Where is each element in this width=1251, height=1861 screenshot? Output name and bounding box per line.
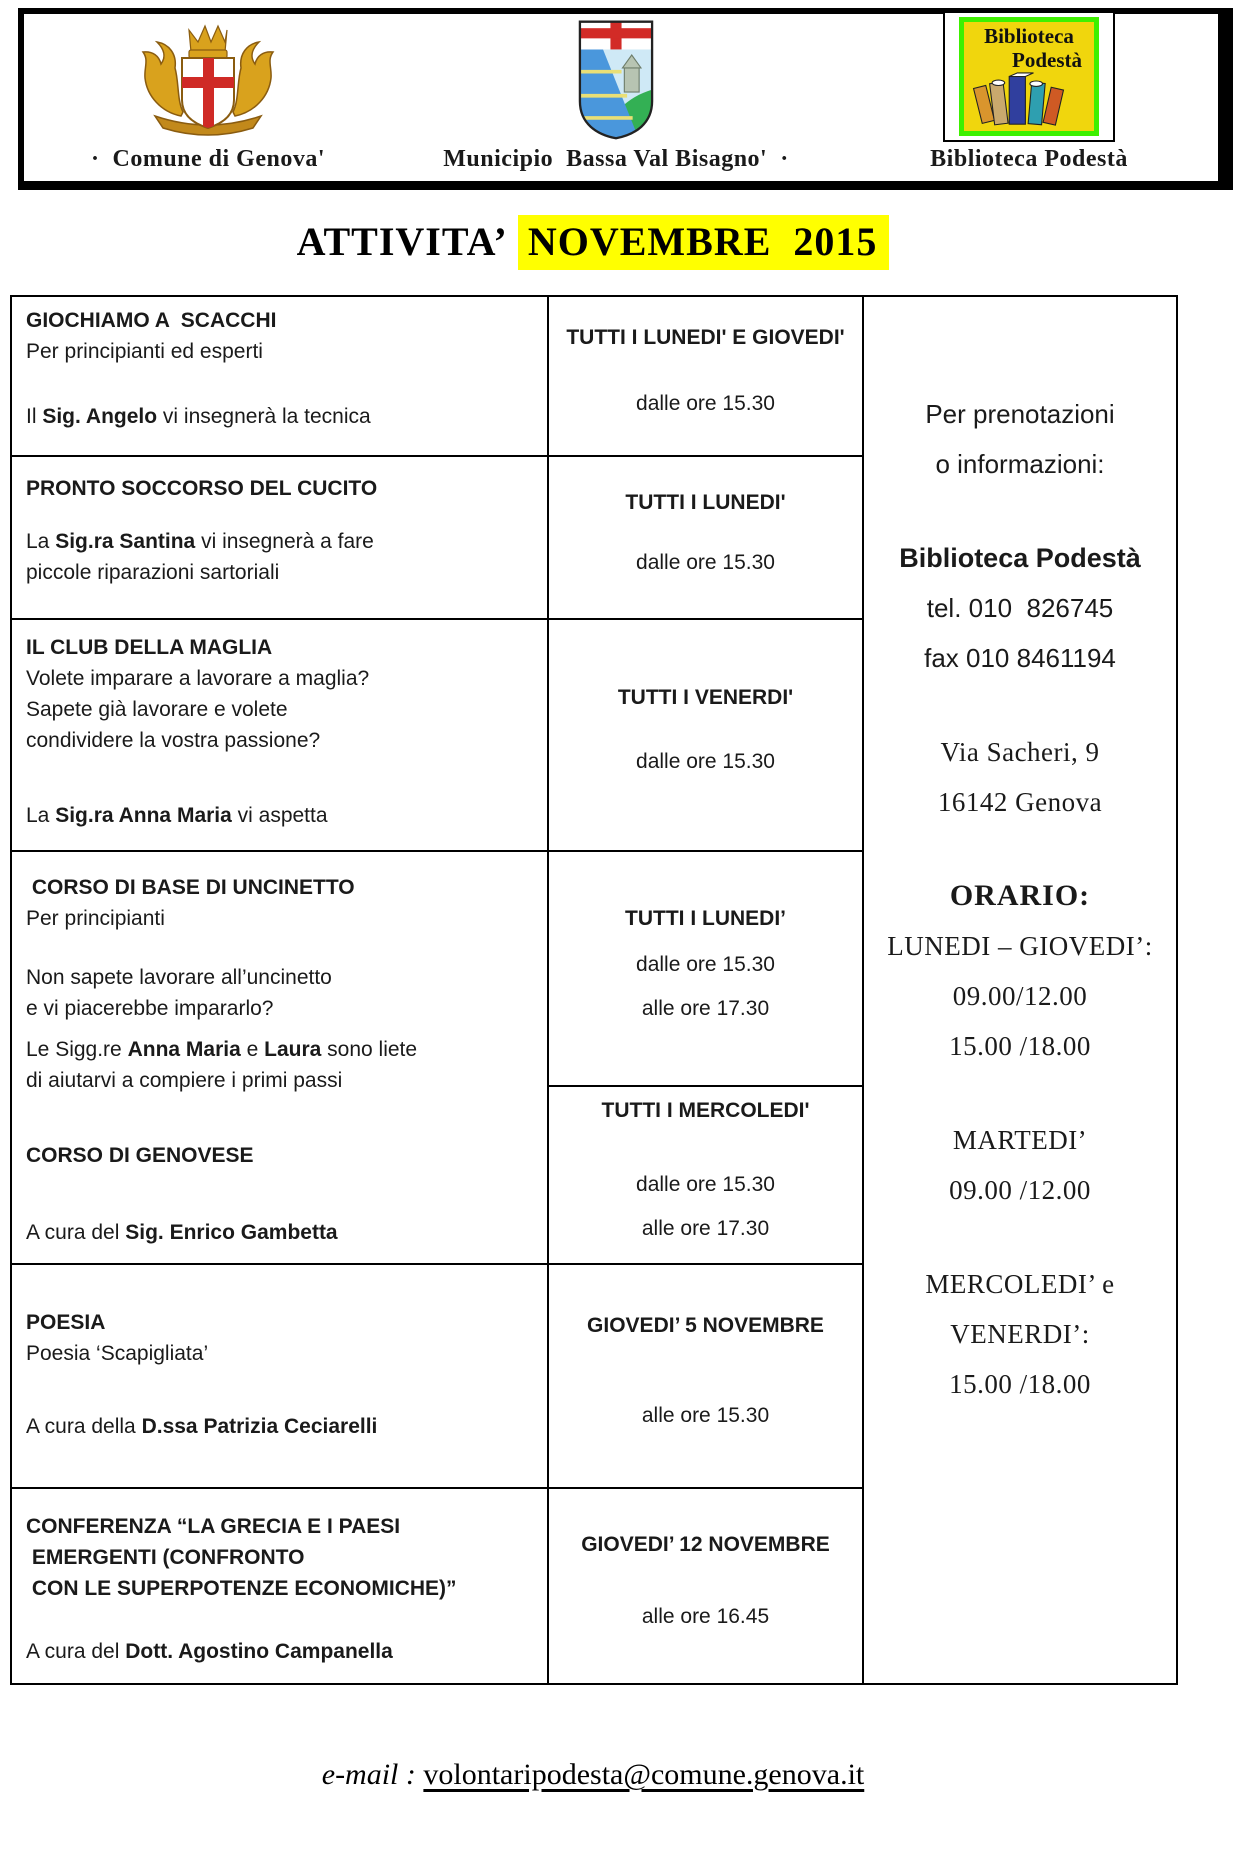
schedule-time: dalle ore 15.30	[636, 750, 775, 773]
biblioteca-badge-line1: Biblioteca	[984, 24, 1074, 48]
activity-line: Sapete già lavorare e volete	[26, 698, 288, 721]
schedule-time: dalle ore 15.30	[636, 952, 775, 976]
biblioteca-badge-line2: Podestà	[1012, 48, 1082, 72]
info-line: 16142 Genova	[937, 787, 1103, 817]
activity-paragraph	[26, 473, 537, 504]
activity-line: Per principianti	[26, 907, 165, 930]
activity-line: di aiutarvi a compiere i primi passi	[26, 1069, 343, 1092]
activity-cell	[12, 620, 547, 852]
activity-cell	[12, 457, 547, 620]
info-line: fax 010 8461194	[924, 643, 1116, 673]
activity-paragraph	[26, 1034, 537, 1096]
footer	[10, 1758, 1176, 1792]
schedule-cell	[549, 1489, 862, 1683]
activity-line: Le Sigg.re Anna Maria e Laura sono liete	[26, 1038, 418, 1061]
activity-line: e vi piacerebbe impararlo?	[26, 997, 274, 1020]
activity-cell	[12, 1489, 547, 1683]
schedule-title: GIOVEDI’ 5 NOVEMBRE	[587, 1314, 824, 1337]
activity-paragraph	[26, 632, 537, 756]
schedule-cell	[549, 852, 862, 1087]
schedule-title: GIOVEDI’ 12 NOVEMBRE	[581, 1533, 830, 1556]
logo-comune-di-genova	[48, 18, 368, 177]
schedule-time: alle ore 17.30	[641, 1217, 770, 1240]
schedule-cell	[549, 297, 862, 457]
biblioteca-badge	[943, 11, 1115, 142]
activity-line: Non sapete lavorare all’uncinetto	[26, 966, 332, 989]
activity-line: POESIA	[26, 1311, 106, 1334]
activity-line: PRONTO SOCCORSO DEL CUCITO	[26, 477, 378, 500]
schedule-column	[547, 297, 864, 1683]
schedule-cell	[549, 457, 862, 620]
activity-line: CORSO DI BASE DI UNCINETTO	[26, 876, 355, 899]
logo-caption-biblioteca: Biblioteca Podestà	[930, 146, 1128, 172]
activity-line: EMERGENTI (CONFRONTO	[26, 1546, 305, 1569]
activity-paragraph	[26, 1217, 537, 1248]
schedule-title: TUTTI I VENERDI'	[617, 686, 794, 709]
comune-di-genova-crest-icon	[103, 22, 313, 140]
schedule-title: TUTTI I MERCOLEDI'	[601, 1099, 810, 1122]
info-line: Via Sacheri, 9	[940, 737, 1100, 767]
schedule-title: TUTTI I LUNEDI' E GIOVEDI'	[566, 326, 845, 349]
info-line: 15.00 /18.00	[949, 1369, 1091, 1399]
schedule-cell	[549, 1265, 862, 1489]
activity-line: CONFERENZA “LA GRECIA E I PAESI	[26, 1515, 401, 1538]
activity-paragraph	[26, 872, 537, 934]
activity-paragraph	[26, 1636, 537, 1667]
activity-paragraph	[26, 305, 537, 367]
municipio-shield-icon	[572, 18, 660, 142]
schedule-time: dalle ore 15.30	[636, 1173, 775, 1196]
activity-line: Volete imparare a lavorare a maglia?	[26, 667, 370, 690]
activity-line: A cura della D.ssa Patrizia Ceciarelli	[26, 1415, 378, 1438]
email-link[interactable]: volontaripodesta@comune.genova.it	[423, 1758, 865, 1791]
schedule-time: dalle ore 15.30	[636, 550, 775, 574]
activity-line: CON LE SUPERPOTENZE ECONOMICHE)”	[26, 1577, 457, 1600]
logo-biblioteca-podesta	[864, 18, 1194, 177]
schedule-time: alle ore 15.30	[641, 1404, 770, 1427]
activity-paragraph	[26, 1511, 537, 1604]
activity-line: Poesia ‘Scapigliata’	[26, 1342, 209, 1365]
header-box	[18, 8, 1233, 190]
activity-line: Per principianti ed esperti	[26, 340, 263, 363]
schedule-title: TUTTI I LUNEDI'	[625, 490, 786, 514]
schedule-time: alle ore 17.30	[641, 996, 770, 1020]
activity-paragraph	[26, 401, 537, 432]
info-line: VENERDI’:	[950, 1319, 1090, 1349]
info-line: Per prenotazioni	[925, 399, 1115, 429]
logo-caption-comune: · Comune di Genova'	[90, 146, 326, 172]
activity-line: La Sig.ra Anna Maria vi aspetta	[26, 804, 328, 827]
logo-caption-municipio: Municipio Bassa Val Bisagno' ·	[443, 146, 789, 172]
activity-line: La Sig.ra Santina vi insegnerà a fare	[26, 530, 374, 553]
activity-line: GIOCHIAMO A SCACCHI	[26, 309, 277, 332]
activity-paragraph	[26, 1140, 537, 1171]
schedule-cell	[549, 620, 862, 852]
activity-paragraph	[26, 1307, 537, 1369]
title-prefix: ATTIVITA’	[296, 219, 508, 264]
activity-line: A cura del Dott. Agostino Campanella	[26, 1640, 393, 1663]
activity-paragraph	[26, 526, 537, 588]
info-line: o informazioni:	[935, 449, 1105, 479]
activity-paragraph	[26, 1411, 537, 1442]
activity-cell	[12, 852, 547, 1265]
books-icon	[970, 72, 1088, 126]
schedule-cell	[549, 1087, 862, 1265]
activities-column	[12, 297, 547, 1683]
activity-paragraph	[26, 962, 537, 1024]
activity-line: piccole riparazioni sartoriali	[26, 561, 280, 584]
activities-table	[10, 295, 1178, 1685]
schedule-time: dalle ore 15.30	[636, 392, 775, 415]
schedule-time: alle ore 16.45	[641, 1605, 770, 1628]
info-line: LUNEDI – GIOVEDI’:	[887, 931, 1153, 961]
email-label: e-mail :	[321, 1758, 424, 1791]
info-line: Biblioteca Podestà	[899, 543, 1141, 573]
info-line: 15.00 /18.00	[949, 1031, 1091, 1061]
activity-line: A cura del Sig. Enrico Gambetta	[26, 1221, 338, 1244]
title-highlight: NOVEMBRE 2015	[518, 215, 890, 270]
info-line: MERCOLEDI’ e	[925, 1269, 1115, 1299]
activity-paragraph	[26, 800, 537, 831]
info-line: tel. 010 826745	[926, 593, 1114, 623]
info-line: MARTEDI’	[952, 1125, 1088, 1155]
info-line: 09.00/12.00	[952, 981, 1088, 1011]
schedule-title: TUTTI I LUNEDI’	[625, 906, 786, 930]
activity-cell	[12, 297, 547, 457]
activity-line: condividere la vostra passione?	[26, 729, 321, 752]
activity-cell	[12, 1265, 547, 1489]
info-cell	[864, 297, 1176, 1683]
activity-line: Il Sig. Angelo vi insegnerà la tecnica	[26, 405, 371, 428]
activity-line: CORSO DI GENOVESE	[26, 1144, 254, 1167]
info-line: ORARIO:	[949, 879, 1091, 912]
page-title	[10, 218, 1176, 265]
activity-line: IL CLUB DELLA MAGLIA	[26, 636, 273, 659]
logo-municipio-bassa-val-bisagno	[443, 18, 788, 177]
info-column	[864, 297, 1176, 1683]
info-line: 09.00 /12.00	[949, 1175, 1091, 1205]
